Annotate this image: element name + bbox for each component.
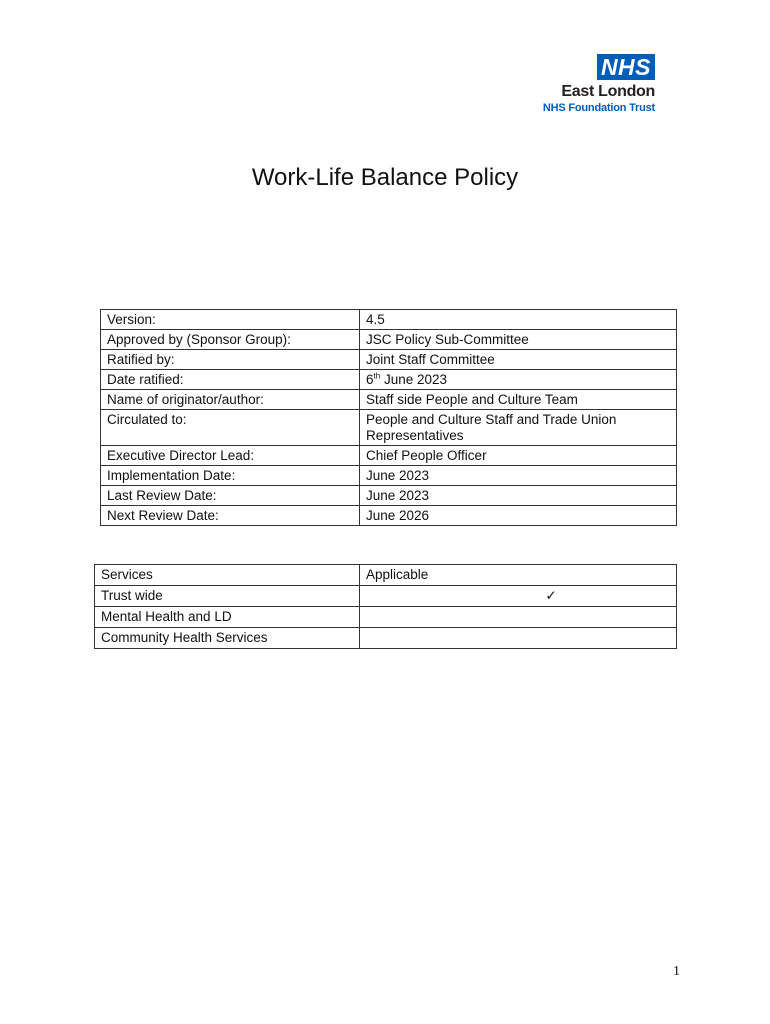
table-header-row: [95, 565, 677, 586]
logo-trust-type: NHS Foundation Trust: [542, 102, 655, 114]
table-row: [101, 410, 677, 446]
table-row: [101, 310, 677, 330]
info-value: JSC Policy Sub-Committee: [360, 330, 677, 350]
info-label: Executive Director Lead:: [101, 446, 360, 466]
service-label: Trust wide: [95, 586, 360, 607]
document-title: Work-Life Balance Policy: [251, 164, 519, 191]
logo-trust-name: East London: [561, 83, 655, 100]
checkmark-icon: ✓: [545, 588, 557, 603]
table-row: [101, 390, 677, 410]
applicable-cell: [360, 607, 677, 628]
info-label: Date ratified:: [101, 370, 360, 390]
applicable-cell: [360, 586, 677, 607]
services-header: Services: [95, 565, 360, 586]
service-label: Community Health Services: [95, 628, 360, 649]
service-label: Mental Health and LD: [95, 607, 360, 628]
table-row: [101, 466, 677, 486]
info-value: People and Culture Staff and Trade Union Representatives: [360, 410, 677, 446]
info-label: Circulated to:: [101, 410, 360, 446]
table-row: [101, 330, 677, 350]
document-info-table: [100, 309, 677, 526]
info-label: Version:: [101, 310, 360, 330]
info-value: June 2023: [360, 486, 677, 506]
table-row: [101, 350, 677, 370]
table-row: [101, 370, 677, 390]
nhs-logo: [527, 54, 655, 115]
date-day: 6: [366, 372, 374, 387]
info-value: June 2026: [360, 506, 677, 526]
table-row: [101, 506, 677, 526]
info-label: Implementation Date:: [101, 466, 360, 486]
services-table: [94, 564, 677, 649]
table-row: [95, 628, 677, 649]
page-number: 1: [673, 964, 680, 979]
info-value: Staff side People and Culture Team: [360, 390, 677, 410]
info-label: Next Review Date:: [101, 506, 360, 526]
table-row: [95, 586, 677, 607]
date-ordinal: th: [373, 371, 381, 381]
info-label: Name of originator/author:: [101, 390, 360, 410]
info-value: Chief People Officer: [360, 446, 677, 466]
applicable-header: Applicable: [360, 565, 677, 586]
applicable-cell: [360, 628, 677, 649]
info-value: Joint Staff Committee: [360, 350, 677, 370]
info-label: Last Review Date:: [101, 486, 360, 506]
info-label: Ratified by:: [101, 350, 360, 370]
table-row: [95, 607, 677, 628]
info-value: June 2023: [360, 466, 677, 486]
date-month-year: June 2023: [380, 372, 447, 387]
info-value-date-ratified: [360, 370, 677, 390]
table-row: [101, 446, 677, 466]
info-value: 4.5: [360, 310, 677, 330]
nhs-logo-mark: NHS: [597, 54, 655, 80]
table-row: [101, 486, 677, 506]
info-label: Approved by (Sponsor Group):: [101, 330, 360, 350]
